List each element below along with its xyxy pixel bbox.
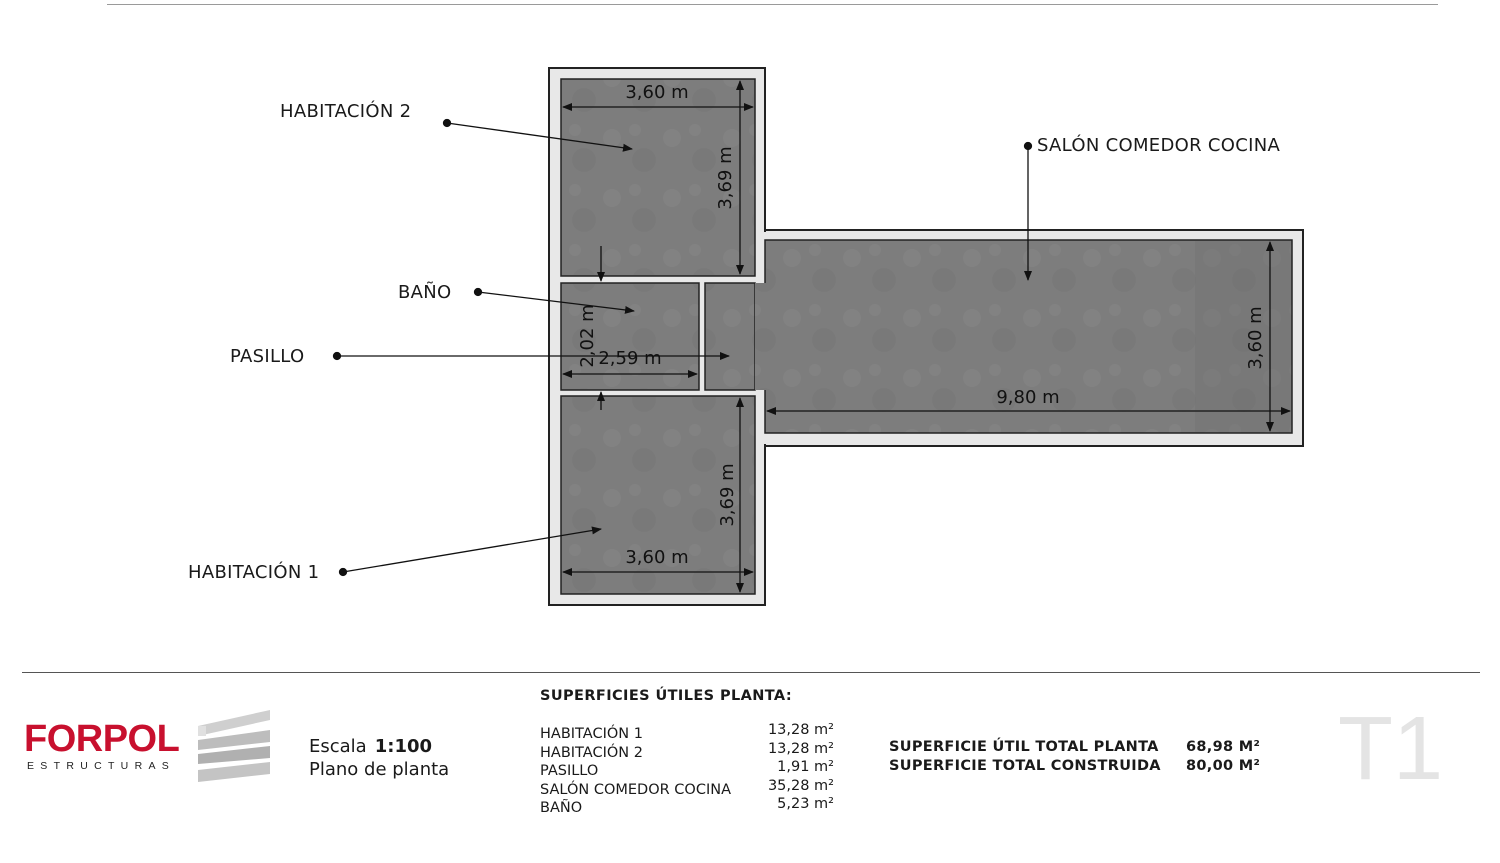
area-value: 13,28 m² (767, 722, 834, 738)
area-name: HABITACIÓN 2 (540, 744, 643, 761)
area-name: HABITACIÓN 1 (540, 726, 643, 742)
floor-pasillo (705, 283, 755, 390)
totals-block (889, 739, 1269, 777)
total-util-row (889, 739, 1269, 758)
scale-label: Escala (309, 736, 367, 757)
area-name: BAÑO (540, 800, 583, 816)
label-habitacion-2: HABITACIÓN 2 (280, 101, 412, 122)
model-tag: T1 (1338, 699, 1444, 799)
list-item (540, 778, 840, 797)
area-value: 1,91 m² (777, 759, 834, 775)
logo-layers-icon (196, 708, 272, 786)
total-construida-value: 80,00 M² (1186, 758, 1261, 774)
label-habitacion-1: HABITACIÓN 1 (188, 562, 320, 583)
dim-hab1-width: 3,60 m (625, 547, 689, 568)
footer-divider (22, 672, 1480, 673)
dim-hab2-height: 3,69 m (715, 146, 736, 210)
areas-list (540, 722, 840, 815)
scale-value: 1:100 (374, 736, 433, 757)
list-item (540, 741, 840, 760)
total-construida-row (889, 758, 1269, 777)
plan-type: Plano de planta (309, 759, 450, 780)
dim-bano-width: 2,59 m (598, 348, 662, 369)
list-item (540, 796, 840, 815)
list-item (540, 722, 840, 741)
room-floors (561, 79, 1292, 594)
list-item (540, 759, 840, 778)
dim-salon-length: 9,80 m (996, 387, 1060, 408)
total-util-value: 68,98 M² (1186, 739, 1261, 755)
area-value: 35,28 m² (767, 777, 834, 794)
dim-salon-height: 3,60 m (1245, 306, 1266, 370)
area-value: 13,28 m² (767, 740, 834, 757)
areas-title: SUPERFICIES ÚTILES PLANTA: (540, 688, 793, 704)
total-construida-label: SUPERFICIE TOTAL CONSTRUIDA (889, 758, 1161, 774)
area-value: 5,23 m² (777, 796, 834, 812)
area-name: PASILLO (540, 763, 599, 779)
dim-bano-height: 2,02 m (577, 304, 598, 368)
company-logo: FORPOL (24, 718, 180, 760)
dim-hab1-height: 3,69 m (717, 463, 738, 527)
label-pasillo: PASILLO (230, 346, 305, 367)
label-salon: SALÓN COMEDOR COCINA (1037, 135, 1281, 156)
area-name: SALÓN COMEDOR COCINA (540, 781, 731, 798)
company-logo-subtitle: ESTRUCTURAS (27, 760, 176, 772)
total-util-label: SUPERFICIE ÚTIL TOTAL PLANTA (889, 739, 1159, 755)
label-bano: BAÑO (398, 282, 452, 303)
scale-block (309, 735, 449, 781)
dim-hab2-width: 3,60 m (625, 82, 689, 103)
